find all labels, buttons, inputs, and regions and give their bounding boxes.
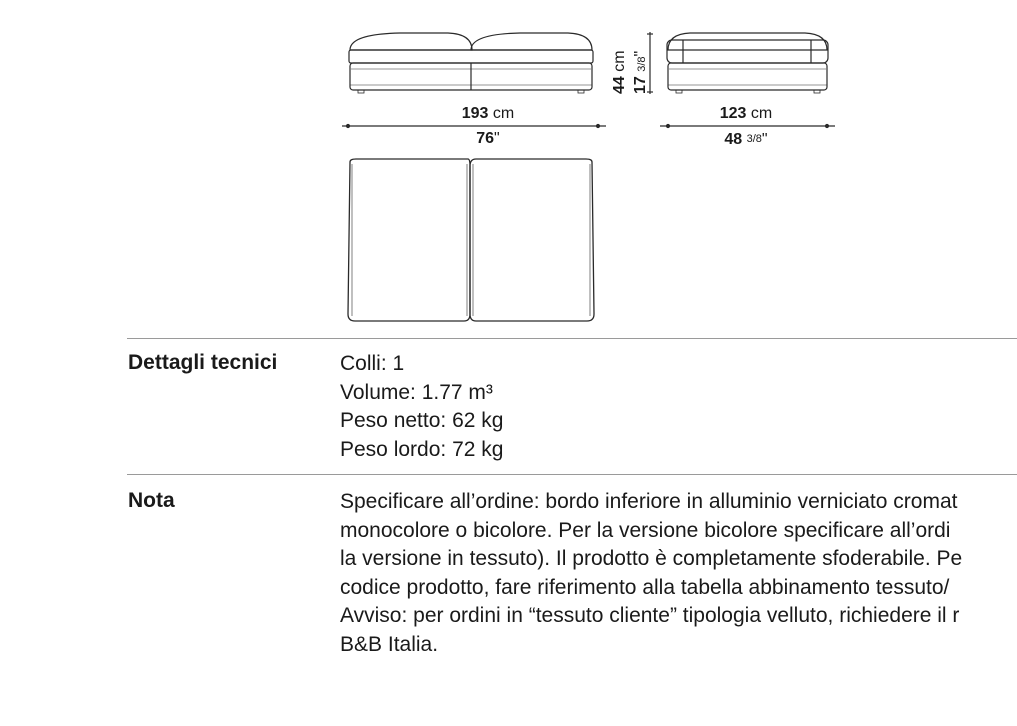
note-body	[340, 488, 962, 659]
product-drawings-svg	[330, 10, 860, 330]
note-line: monocolore o bicolore. Per la versione bicolore specificare all’ordi	[340, 518, 951, 542]
side-elevation	[667, 33, 828, 93]
technical-detail-line: Peso lordo: 72 kg	[340, 437, 504, 461]
note-line: B&B Italia.	[340, 632, 439, 656]
technical-drawing	[330, 10, 860, 330]
side-width-cm-label: 123 cm	[719, 105, 773, 122]
technical-detail-line: Volume: 1.77 m³	[340, 380, 493, 404]
section-divider	[127, 474, 1017, 475]
note-line: Specificare all’ordine: bordo inferiore in alluminio verniciato cromat	[340, 490, 958, 513]
side-width-dimension-line	[660, 125, 835, 128]
height-in-label: 17 3/8"	[632, 50, 649, 94]
front-width-dimension-line	[342, 125, 606, 128]
note-line: la versione in tessuto). Il prodotto è completamente sfoderabile. Pe	[340, 547, 963, 570]
plan-view	[348, 159, 594, 321]
technical-detail-line: Peso netto: 62 kg	[340, 409, 504, 432]
note-line: codice prodotto, fare riferimento alla tabella abbinamento tessuto/	[340, 575, 950, 599]
technical-detail-line: Colli: 1	[340, 352, 405, 375]
section-divider	[127, 338, 1017, 339]
side-width-in-label: 48 3/8"	[724, 131, 768, 148]
front-width-cm-label: 193 cm	[461, 105, 515, 122]
technical-details-label: Dettagli tecnici	[128, 351, 278, 374]
technical-details-body	[340, 350, 503, 464]
note-line: Avviso: per ordini in “tessuto cliente” tipologia velluto, richiedere il r	[340, 604, 960, 627]
height-cm-label: 44 cm	[611, 50, 628, 94]
front-width-in-label: 76"	[476, 130, 500, 147]
front-elevation	[349, 33, 593, 93]
note-label: Nota	[128, 489, 175, 512]
